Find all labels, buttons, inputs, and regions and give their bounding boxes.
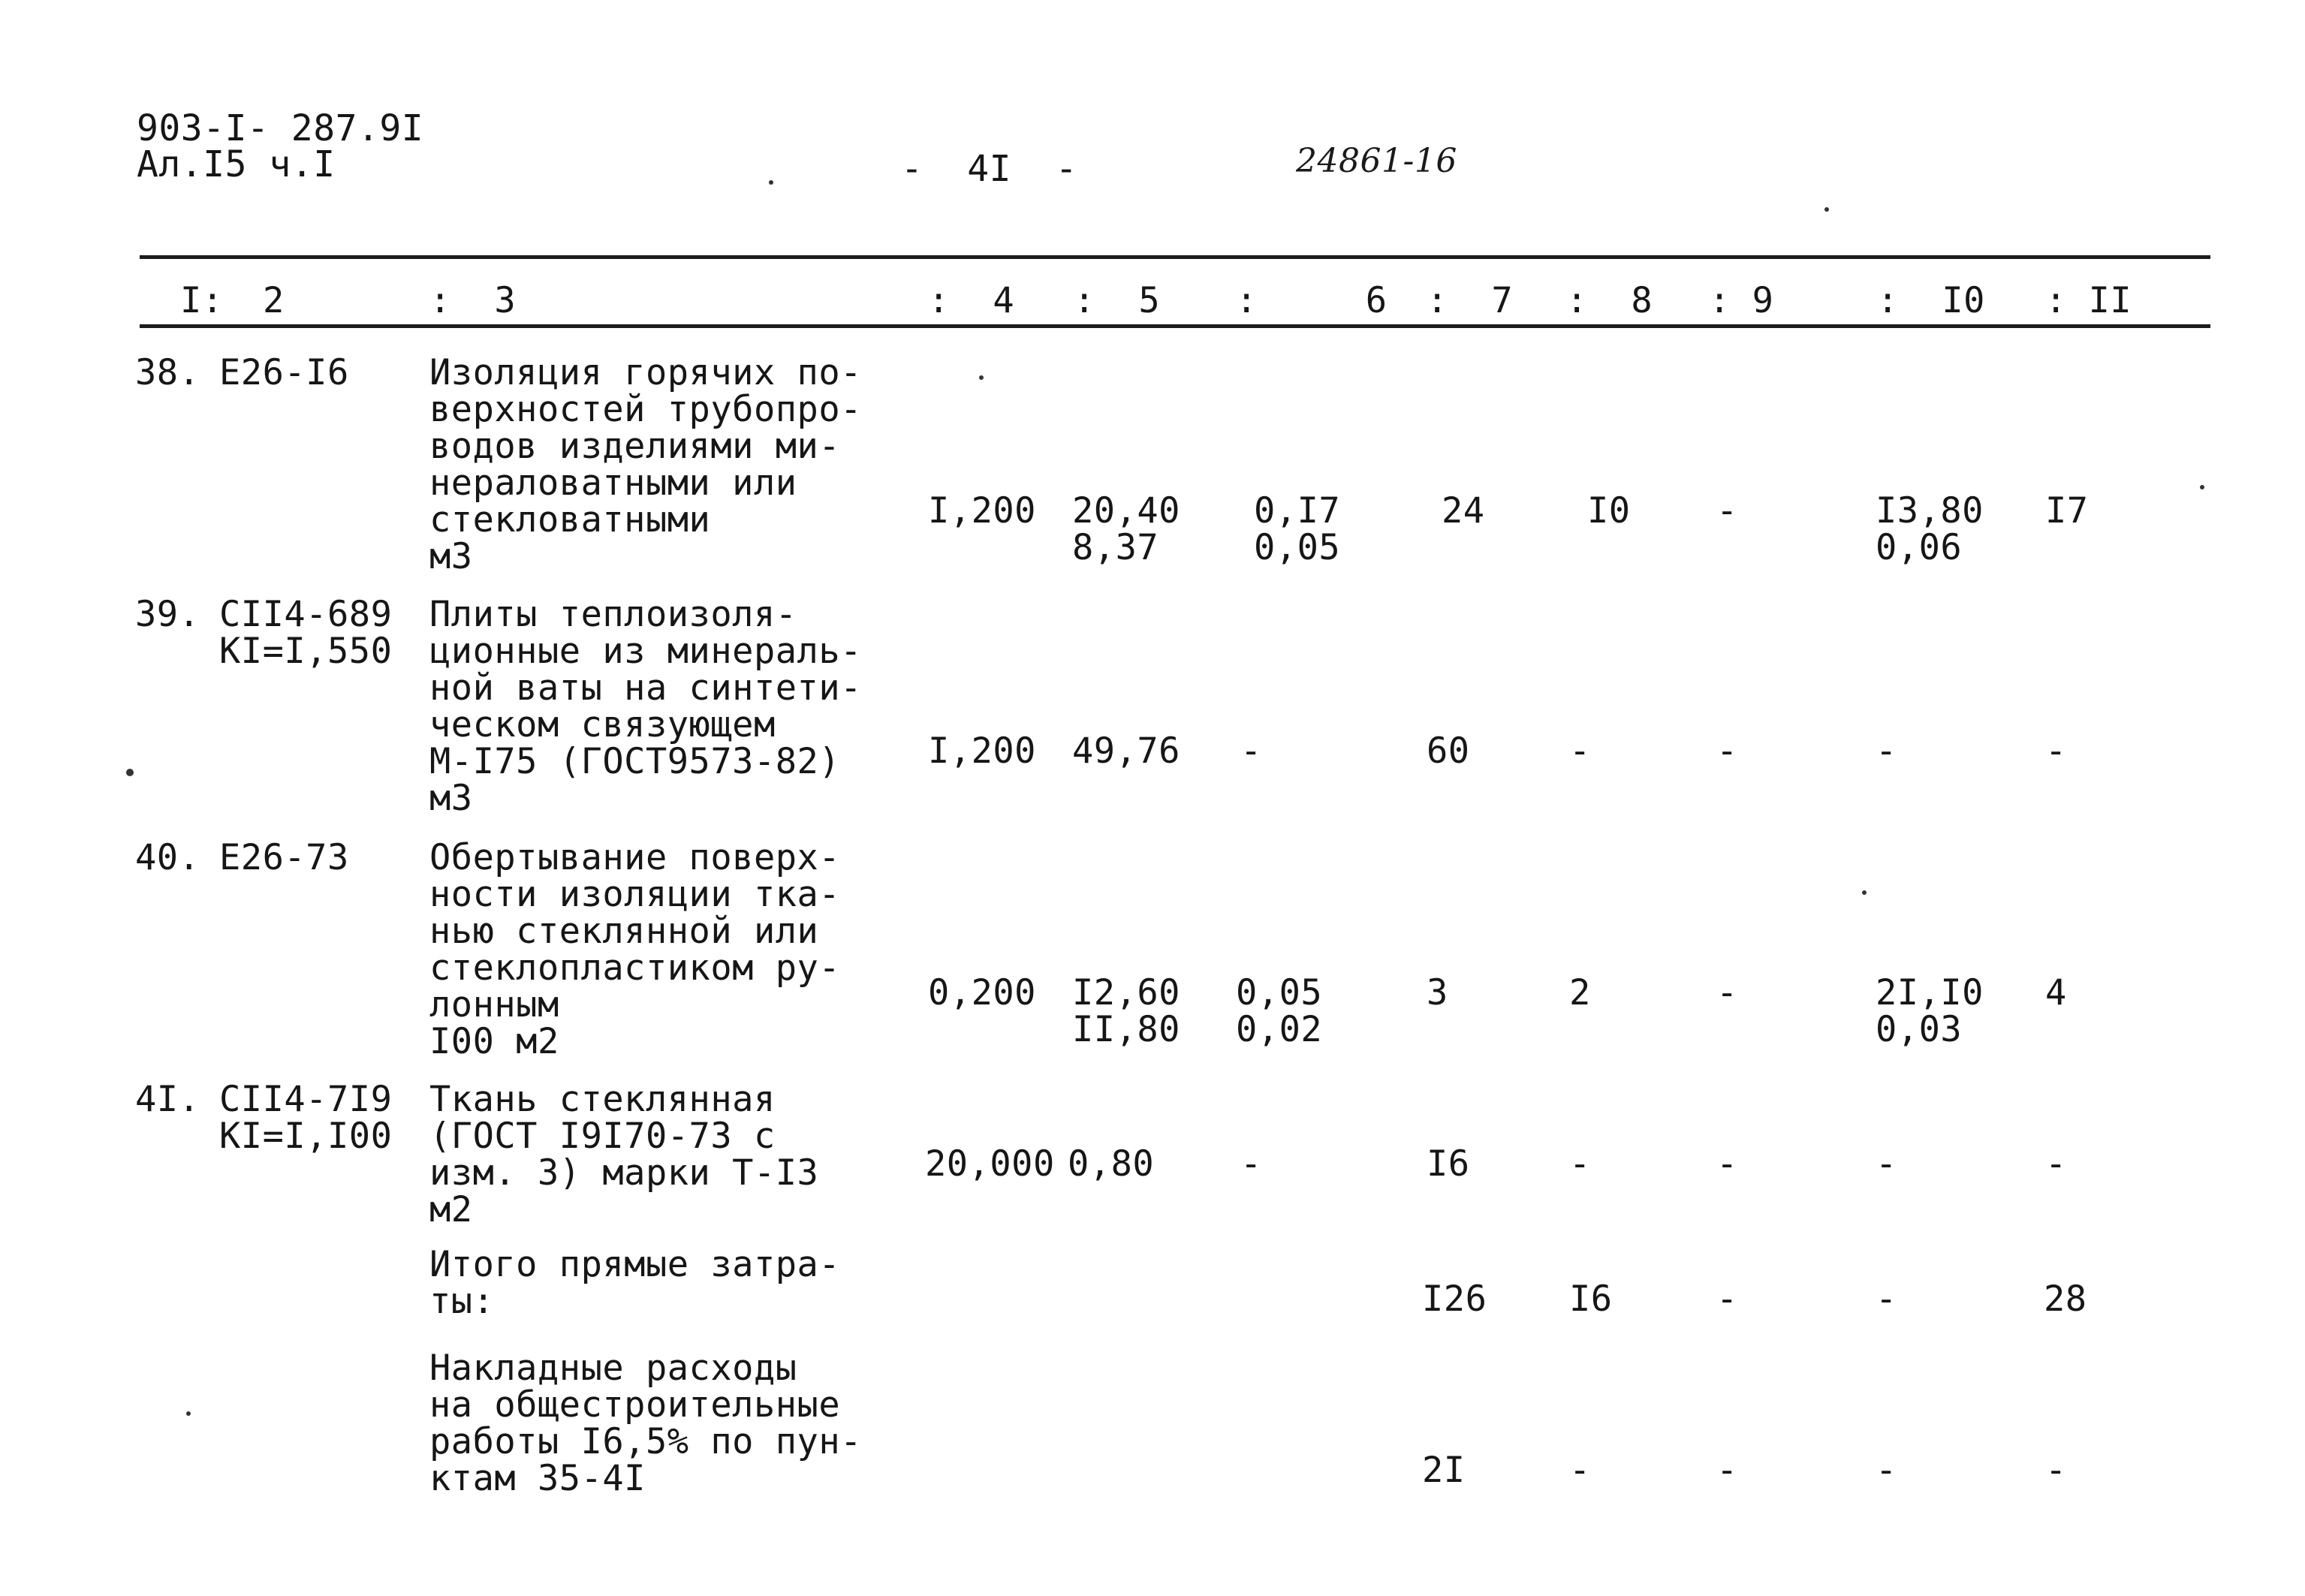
column-header: : 5 xyxy=(1074,280,1161,321)
row-col7: 24 xyxy=(1442,490,1485,531)
scan-speck xyxy=(1862,890,1867,895)
row-col10: - xyxy=(1876,1143,1897,1185)
scan-speck xyxy=(186,1411,191,1416)
page-number: - 4I - xyxy=(901,148,1078,190)
row-col11: I7 xyxy=(2045,490,2089,531)
column-header: : 8 xyxy=(1566,280,1653,321)
column-header: : 9 xyxy=(1709,280,1774,321)
row-col10: 2I,I0 0,03 xyxy=(1876,972,1984,1050)
row-number: 39. xyxy=(135,594,200,635)
row-col6: - xyxy=(1240,1143,1262,1185)
row-col10: - xyxy=(1876,730,1897,772)
row-code: CII4-7I9 KI=I,I00 xyxy=(219,1079,393,1157)
row-col7: I6 xyxy=(1427,1143,1470,1185)
scan-speck xyxy=(2200,485,2204,489)
row-col11: - xyxy=(2045,1143,2067,1185)
totals-col9: - xyxy=(1716,1450,1738,1491)
row-col5: 49,76 xyxy=(1072,730,1180,772)
row-col6: 0,05 0,02 xyxy=(1236,972,1323,1050)
totals-label: Накладные расходы на общестроительные работы I6,5% по пун- ктам 35-4I xyxy=(429,1348,862,1499)
scan-speck xyxy=(769,180,773,185)
totals-col10: - xyxy=(1876,1278,1897,1320)
row-code: E26-73 xyxy=(219,837,349,878)
header-rule-top xyxy=(140,255,2210,259)
row-col5: 20,40 8,37 xyxy=(1072,490,1180,568)
row-col11: 4 xyxy=(2045,972,2067,1013)
column-header: : 6 xyxy=(1236,280,1388,321)
row-description: Ткань стеклянная (ГОСТ I9I70-73 с изм. 3) марки Т-I3 м2 xyxy=(429,1079,819,1230)
row-col7: 60 xyxy=(1427,730,1470,772)
row-number: 40. xyxy=(135,837,200,878)
row-col8: - xyxy=(1569,1143,1591,1185)
row-col5: 0,80 xyxy=(1068,1143,1155,1185)
totals-col8: - xyxy=(1569,1450,1591,1491)
column-header: : II xyxy=(2045,280,2132,321)
row-col9: - xyxy=(1716,972,1738,1013)
column-header: I: xyxy=(180,280,224,321)
sheet-label: Ал.I5 ч.I xyxy=(137,143,336,185)
column-header: : 3 xyxy=(429,280,517,321)
row-col5: I2,60 II,80 xyxy=(1072,972,1180,1050)
row-col7: 3 xyxy=(1427,972,1448,1013)
row-col9: - xyxy=(1716,730,1738,772)
row-quantity: I,200 xyxy=(928,730,1036,772)
totals-col7: I26 xyxy=(1422,1278,1487,1320)
row-col11: - xyxy=(2045,730,2067,772)
row-col9: - xyxy=(1716,490,1738,531)
row-quantity: 0,200 xyxy=(928,972,1036,1013)
row-quantity: I,200 xyxy=(928,490,1036,531)
column-header: : 7 xyxy=(1427,280,1514,321)
scan-speck xyxy=(979,375,984,380)
header-rule-bottom xyxy=(140,324,2210,328)
row-col6: - xyxy=(1240,730,1262,772)
row-number: 38. xyxy=(135,352,200,393)
row-col6: 0,I7 0,05 xyxy=(1254,490,1341,568)
totals-label: Итого прямые затра- ты: xyxy=(429,1244,841,1322)
row-col10: I3,80 0,06 xyxy=(1876,490,1984,568)
row-code: E26-I6 xyxy=(219,352,349,393)
document-code: 903-I- 287.9I xyxy=(137,107,424,149)
row-col8: I0 xyxy=(1587,490,1631,531)
row-description: Плиты теплоизоля- ционные из минераль- ной ваты на синтети- ческом связующем М-I75 (ГОСТ9573-82) м3 xyxy=(429,594,862,819)
totals-col11: 28 xyxy=(2044,1278,2087,1320)
row-quantity: 20,000 xyxy=(925,1143,1055,1185)
row-description: Изоляция горячих по- верхностей трубопро- водов изделиями ми- нераловатными или стекловатными м3 xyxy=(429,352,862,577)
totals-col8: I6 xyxy=(1569,1278,1613,1320)
totals-col9: - xyxy=(1716,1278,1738,1320)
totals-col11: - xyxy=(2045,1450,2067,1491)
totals-col10: - xyxy=(1876,1450,1897,1491)
column-header: : 4 xyxy=(928,280,1015,321)
row-col8: 2 xyxy=(1569,972,1591,1013)
column-header: 2 xyxy=(263,280,285,321)
row-col8: - xyxy=(1569,730,1591,772)
scan-speck xyxy=(126,769,134,776)
column-header: : I0 xyxy=(1877,280,1985,321)
row-description: Обертывание поверх- ности изоляции тка- нью стеклянной или стеклопластиком ру- лонным I00 м2 xyxy=(429,837,841,1062)
totals-col7: 2I xyxy=(1422,1450,1466,1491)
scan-speck xyxy=(1824,207,1829,212)
row-code: CII4-689 KI=I,550 xyxy=(219,594,393,672)
row-number: 4I. xyxy=(135,1079,200,1120)
row-col9: - xyxy=(1716,1143,1738,1185)
handwritten-number: 24861-16 xyxy=(1296,142,1457,180)
